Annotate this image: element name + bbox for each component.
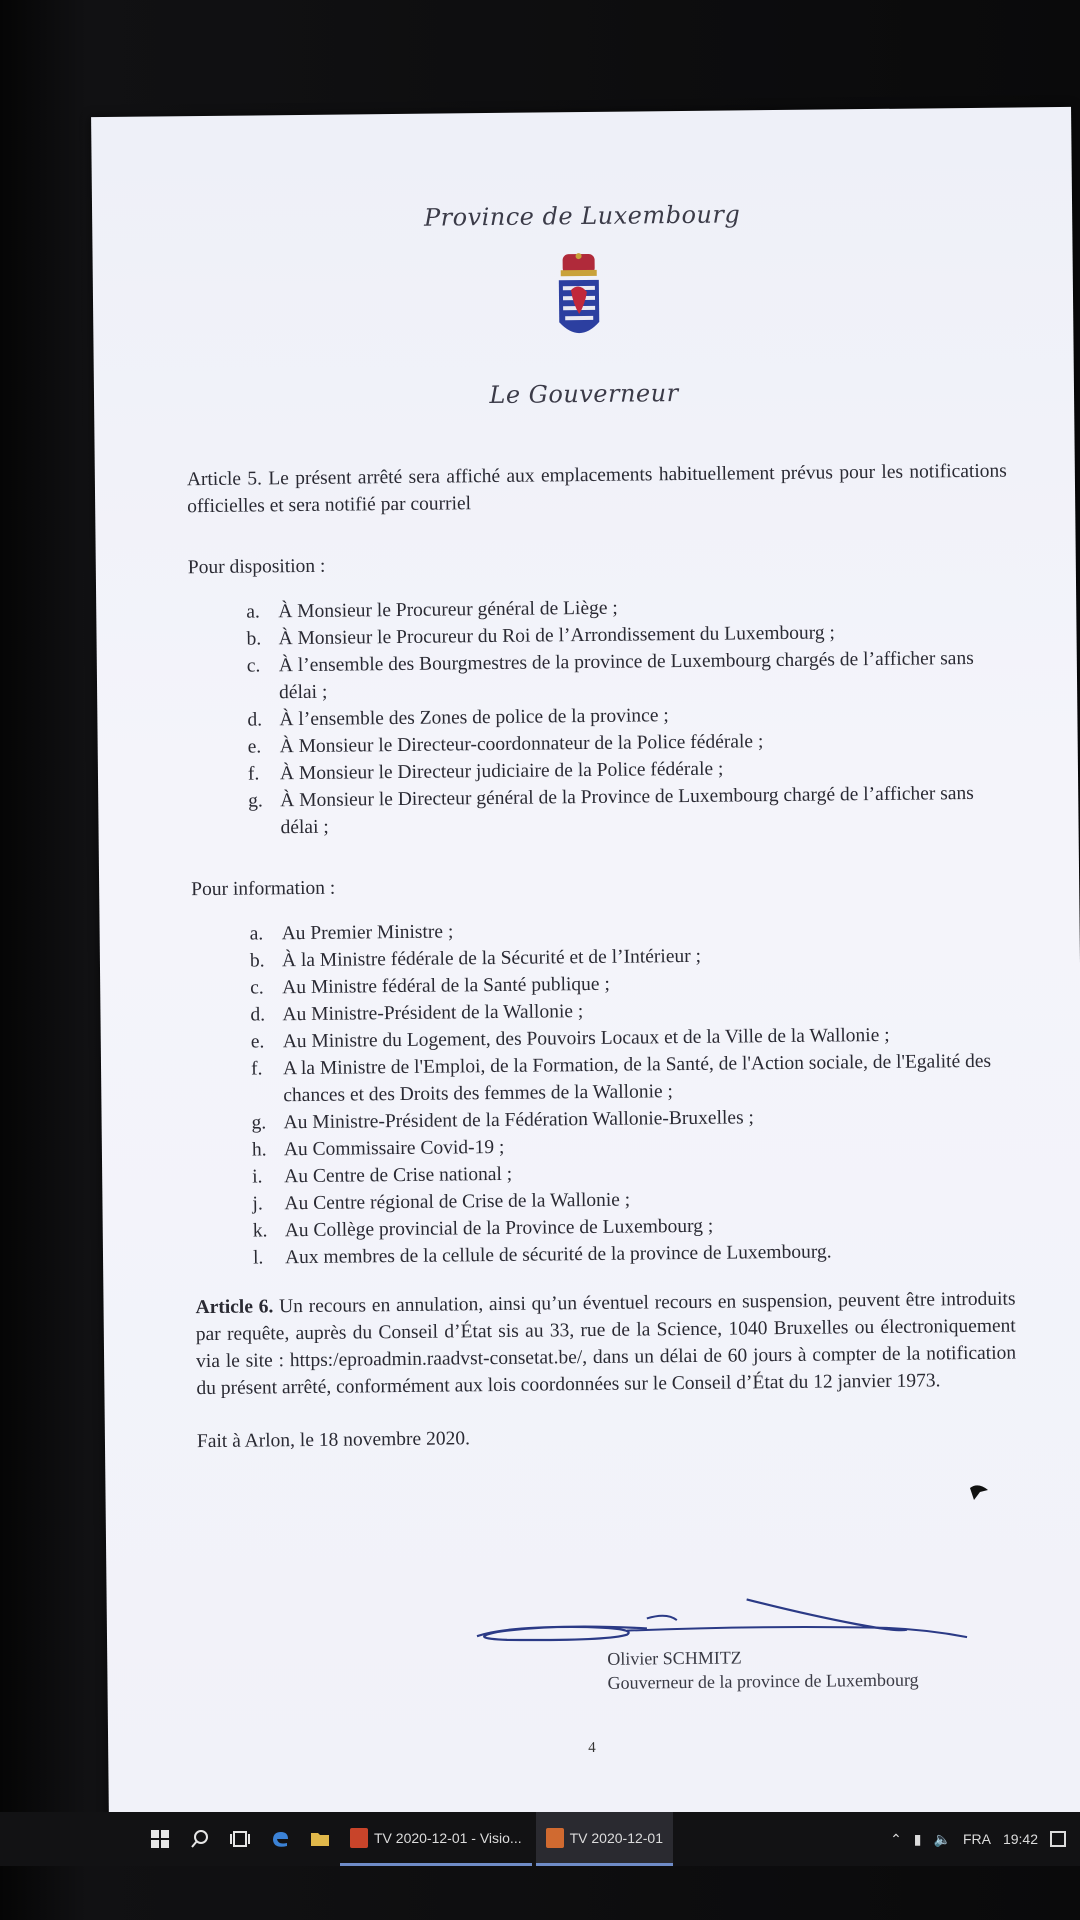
list-marker: d. — [250, 1004, 266, 1026]
list-marker: a. — [246, 601, 260, 623]
list-marker: k. — [252, 1220, 268, 1242]
document-body — [187, 458, 1017, 1456]
language-indicator[interactable]: FRA — [962, 1831, 991, 1847]
article-5-text: Le présent arrêté sera affiché aux emplacements habituellement prévus pour les notifications officielles et sera notifié par courriel — [187, 460, 1007, 518]
list-item-text: À l’ensemble des Bourgmestres de la province de Luxembourg chargés de l’afficher sans délai ; — [278, 647, 974, 704]
folder-icon — [310, 1830, 330, 1848]
list-item-text: Au Commissaire Covid-19 ; — [283, 1136, 505, 1161]
list-marker: f. — [247, 763, 260, 785]
list-marker: f. — [250, 1058, 263, 1080]
information-title: Pour information : — [191, 877, 336, 901]
file-explorer-button[interactable] — [300, 1812, 340, 1866]
windows-logo-icon — [151, 1830, 169, 1848]
list-item-text: Au Ministre fédéral de la Santé publique ; — [282, 973, 610, 999]
list-marker: d. — [247, 709, 263, 731]
list-marker: l. — [252, 1247, 264, 1269]
search-button[interactable] — [180, 1812, 220, 1866]
list-item-text: Au Centre de Crise national ; — [284, 1163, 513, 1188]
article-6-label: Article 6. — [195, 1296, 274, 1319]
signatory-title: Gouverneur de la province de Luxembourg — [607, 1669, 919, 1693]
list-marker: g. — [251, 1112, 267, 1134]
edge-browser-icon — [270, 1829, 290, 1849]
list-marker: c. — [250, 977, 264, 999]
list-item — [193, 1048, 1014, 1111]
list-item-text: À Monsieur le Procureur du Roi de l’Arrondissement du Luxembourg ; — [278, 622, 836, 650]
list-item-text: À Monsieur le Procureur général de Liège ; — [278, 597, 618, 623]
taskbar-app-label: TV 2020-12-01 — [569, 1829, 664, 1846]
chevron-up-icon[interactable]: ⌃ — [890, 1830, 902, 1847]
system-tray — [890, 1831, 1080, 1848]
place-date: Fait à Arlon, le 18 novembre 2020. — [196, 1428, 471, 1453]
article-5-label: Article 5. — [186, 468, 263, 491]
list-item-text: Au Premier Ministre ; — [281, 921, 454, 945]
volume-icon[interactable]: 🔈 — [933, 1830, 951, 1847]
taskbar-app-label: TV 2020-12-01 - Visio... — [374, 1829, 522, 1846]
page-number: 4 — [588, 1739, 596, 1757]
signature-block — [467, 1593, 988, 1718]
task-view-button[interactable] — [220, 1812, 260, 1866]
list-marker: h. — [251, 1139, 267, 1161]
document-page — [91, 107, 1080, 1825]
list-item-text: Au Centre régional de Crise de la Wallonie ; — [284, 1189, 631, 1215]
clock[interactable]: 19:42 — [1002, 1831, 1038, 1847]
list-marker: b. — [246, 628, 262, 650]
start-button[interactable] — [140, 1812, 180, 1866]
list-marker: i. — [252, 1166, 263, 1188]
windows-taskbar — [0, 1812, 1080, 1866]
list-marker: e. — [247, 736, 262, 758]
edge-button[interactable] — [260, 1812, 300, 1866]
governor-header: Le Gouverneur — [489, 379, 679, 410]
list-item-text: À Monsieur le Directeur général de la Province de Luxembourg chargé de l’afficher sans délai ; — [280, 782, 974, 839]
list-item-text: À Monsieur le Directeur-coordonnateur de la Police fédérale ; — [279, 731, 764, 758]
powerpoint-icon — [350, 1828, 368, 1848]
taskbar-app-slideshow[interactable] — [536, 1812, 673, 1866]
taskbar-app-powerpoint[interactable] — [340, 1812, 532, 1866]
signatory-name: Olivier SCHMITZ — [607, 1647, 742, 1669]
list-item-text: Au Ministre du Logement, des Pouvoirs Locaux et de la Ville de la Wallonie ; — [282, 1024, 890, 1053]
list-item-text: Aux membres de la cellule de sécurité de la province de Luxembourg. — [284, 1241, 832, 1269]
list-item-text: A la Ministre de l'Emploi, de la Formation, de la Santé, de l'Action sociale, de l'Egalité des chances et des Droits des femmes de la Wallonie ; — [282, 1050, 992, 1107]
list-marker: e. — [250, 1031, 265, 1053]
disposition-title: Pour disposition : — [187, 555, 326, 579]
province-header: Province de Luxembourg — [423, 200, 741, 232]
list-marker: b. — [249, 950, 265, 972]
search-icon — [190, 1829, 210, 1849]
notifications-icon[interactable] — [1050, 1831, 1066, 1847]
article-5 — [187, 458, 1008, 521]
task-view-icon — [230, 1830, 250, 1848]
list-item-text: Au Ministre-Président de la Fédération Wallonie-Bruxelles ; — [283, 1107, 755, 1134]
list-marker: c. — [246, 655, 261, 677]
list-item-text: Au Ministre-Président de la Wallonie ; — [282, 1001, 584, 1026]
list-marker: j. — [252, 1193, 263, 1215]
list-marker: g. — [248, 790, 263, 812]
coat-of-arms-icon — [555, 252, 604, 344]
article-6 — [195, 1286, 1016, 1403]
information-list — [192, 913, 1016, 1273]
list-item-text: À la Ministre fédérale de la Sécurité et de l’Intérieur ; — [281, 945, 702, 972]
mouse-cursor-icon — [968, 1480, 990, 1502]
slideshow-icon — [546, 1828, 564, 1848]
article-6-text: Un recours en annulation, ainsi qu’un éventuel recours en suspension, peuvent être introduits par requête, auprès du Conseil d’État sis au 33, rue de la Science, 1040 Bruxelles ou électroniquement via le site : https:/eproadmin.raadvst-consetat.be/, dans un délai de 60 jours à compter de la notification du présent arrêté, conformément aux lois coordonnées sur le Conseil d’État du 12 janvier 1973. — [195, 1288, 1017, 1400]
list-item-text: À Monsieur le Directeur judiciaire de la Police fédérale ; — [279, 758, 724, 785]
list-item — [190, 780, 1011, 843]
battery-icon[interactable]: ▮ — [913, 1830, 922, 1847]
list-item — [189, 645, 1010, 708]
list-marker: a. — [249, 923, 264, 945]
list-item-text: À l’ensemble des Zones de police de la province ; — [279, 705, 669, 731]
disposition-list — [188, 591, 1010, 843]
list-item-text: Au Collège provincial de la Province de Luxembourg ; — [284, 1215, 714, 1242]
